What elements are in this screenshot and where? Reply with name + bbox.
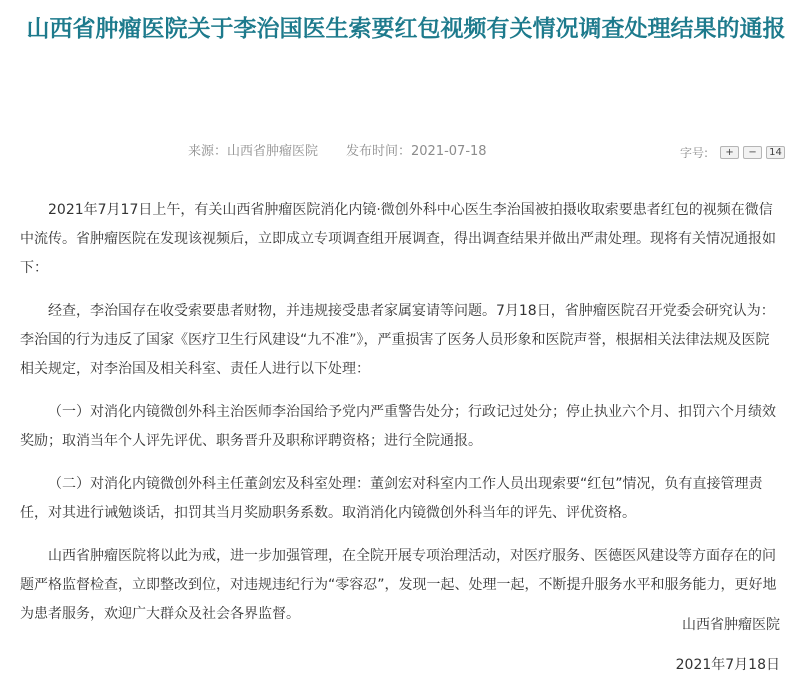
publish-time: 发布时间：2021-07-18 xyxy=(346,144,487,159)
page-title: 山西省肿瘤医院关于李治国医生索要红包视频有关情况调查处理结果的通报 xyxy=(26,16,786,42)
font-size-label: 字号: xyxy=(680,146,709,160)
font-increase-button[interactable]: + xyxy=(720,146,739,159)
font-decrease-button[interactable]: − xyxy=(743,146,762,159)
paragraph: 2021年7月17日上午，有关山西省肿瘤医院消化内镜·微创外科中心医生李治国被拍摄收取索要患者红包的视频在微信中流传。省肿瘤医院在发现该视频后，立即成立专项调查组开展调查，得出调查结果并做出严肃处理。现将有关情况通报如下： xyxy=(20,202,776,276)
paragraph: （一）对消化内镜微创外科主治医师李治国给予党内严重警告处分；行政记过处分；停止执业六个月、扣罚六个月绩效奖励；取消当年个人评先评优、职务晋升及职称评聘资格；进行全院通报。 xyxy=(20,404,776,449)
sign-date: 2021年7月18日 xyxy=(675,657,780,673)
font-size-value-button[interactable]: 14 xyxy=(766,146,785,159)
article-meta xyxy=(0,138,812,160)
paragraph: 山西省肿瘤医院将以此为戒，进一步加强管理，在全院开展专项治理活动，对医疗服务、医德医风建设等方面存在的问题严格监督检查，立即整改到位，对违规违纪行为“零容忍”，发现一起、处理一起，不断提升服务水平和服务能力，更好地为患者服务，欢迎广大群众及社会各界监督。 xyxy=(20,548,777,622)
font-size-control xyxy=(680,144,785,161)
article-body xyxy=(20,196,782,643)
paragraph: （二）对消化内镜微创外科主任董剑宏及科室处理：董剑宏对科室内工作人员出现索要“红包”情况，负有直接管理责任，对其进行诫勉谈话，扣罚其当月奖励职务系数。取消消化内镜微创外科当年的评先、评优资格。 xyxy=(20,476,763,521)
paragraph: 经查，李治国存在收受索要患者财物，并违规接受患者家属宴请等问题。7月18日，省肿瘤医院召开党委会研究认为：李治国的行为违反了国家《医疗卫生行风建设“九不准”》，严重损害了医务人员形象和医院声誉，根据相关法律法规及医院相关规定，对李治国及相关科室、责任人进行以下处理： xyxy=(20,303,775,377)
signature: 山西省肿瘤医院 xyxy=(682,617,780,633)
article-source: 来源：山西省肿瘤医院 xyxy=(188,144,319,159)
